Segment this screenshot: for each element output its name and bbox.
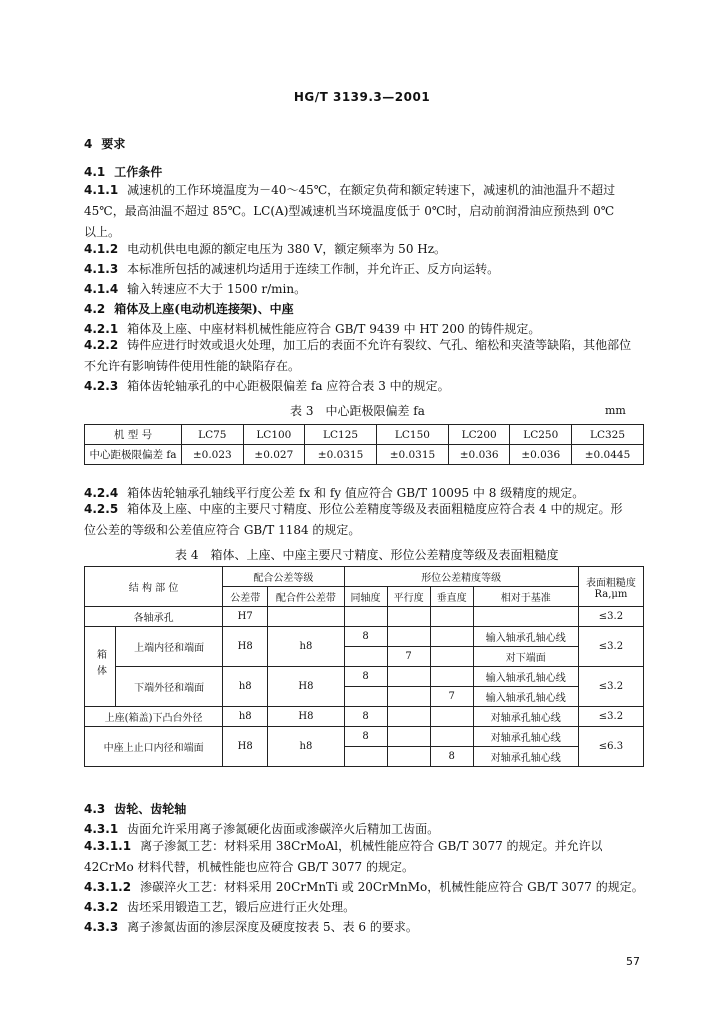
header-tol: 公差带 bbox=[223, 587, 268, 607]
table-cell: h8 bbox=[268, 727, 344, 767]
table-cell: 7 bbox=[430, 687, 473, 707]
table-cell: 输入轴承孔轴心线 bbox=[473, 627, 578, 647]
para-4-3-1-2: 4.3.1.2 渗碳淬火工艺：材料采用 20CrMnTi 或 20CrMnMo，机械性能应符合 GB/T 3077 的规定。 bbox=[84, 880, 644, 894]
box-label: 箱体 bbox=[85, 627, 116, 707]
table-4 bbox=[84, 566, 644, 767]
table-row bbox=[85, 707, 644, 727]
section-4: 4 要求 bbox=[84, 137, 126, 151]
table-row bbox=[85, 607, 644, 627]
table-cell: 上座(箱盖)下凸台外径 bbox=[85, 707, 223, 727]
table-cell bbox=[430, 607, 473, 627]
table-cell: 对轴承孔轴心线 bbox=[473, 727, 578, 747]
table-cell bbox=[430, 667, 473, 687]
table-cell: 输入轴承孔轴心线 bbox=[473, 667, 578, 687]
table-cell bbox=[344, 607, 387, 627]
table-cell bbox=[387, 607, 430, 627]
table-row bbox=[85, 627, 644, 647]
para-4-2-1: 4.2.1 箱体及上座、中座材料机械性能应符合 GB/T 9439 中 HT 200 的铸件规定。 bbox=[84, 322, 541, 336]
table-cell bbox=[268, 607, 344, 627]
table-cell bbox=[344, 687, 387, 707]
table-cell: 8 bbox=[430, 747, 473, 767]
para-4-2-3: 4.2.3 箱体齿轮轴承孔的中心距极限偏差 fa 应符合表 3 中的规定。 bbox=[84, 379, 450, 393]
table-cell: ±0.036 bbox=[448, 445, 510, 465]
table-cell: 对轴承孔轴心线 bbox=[473, 707, 578, 727]
table-cell: LC325 bbox=[572, 425, 644, 445]
para-4-3-1-1: 4.3.1.1 离子渗氮工艺：材料采用 38CrMoAl，机械性能应符合 GB/T 3077 的规定。并允许以 42CrMo 材料代替，机械性能也应符合 GB/T 3077 的规定。 bbox=[84, 839, 603, 874]
table-row bbox=[85, 425, 644, 445]
para-4-1-3: 4.1.3 本标准所包括的减速机均适用于连续工作制，并允许正、反方向运转。 bbox=[84, 262, 500, 276]
table-cell bbox=[387, 667, 430, 687]
header-par: 平行度 bbox=[387, 587, 430, 607]
table-cell: 对下端面 bbox=[473, 647, 578, 667]
table-cell: ±0.0315 bbox=[305, 445, 377, 465]
header-form: 形位公差精度等级 bbox=[344, 567, 578, 587]
table-cell: ≤3.2 bbox=[578, 627, 643, 667]
table-cell: h8 bbox=[268, 627, 344, 667]
table-cell: LC100 bbox=[243, 425, 305, 445]
table-header-row bbox=[85, 567, 644, 587]
table-cell: 下端外径和端面 bbox=[116, 667, 223, 707]
table-cell: LC125 bbox=[305, 425, 377, 445]
table-cell: 上端内径和端面 bbox=[116, 627, 223, 667]
table-cell: H8 bbox=[268, 667, 344, 707]
table-cell bbox=[344, 747, 387, 767]
para-4-3-2: 4.3.2 齿坯采用锻造工艺，锻后应进行正火处理。 bbox=[84, 900, 356, 914]
table-cell: LC200 bbox=[448, 425, 510, 445]
table-cell bbox=[387, 707, 430, 727]
table-cell: ≤6.3 bbox=[578, 727, 643, 767]
table-cell: ±0.023 bbox=[182, 445, 244, 465]
table-3 bbox=[84, 424, 644, 465]
table-cell: h8 bbox=[223, 707, 268, 727]
header-rough: 表面粗糙度 Ra,μm bbox=[578, 567, 643, 607]
section-4-2: 4.2 箱体及上座(电动机连接架)、中座 bbox=[84, 302, 294, 316]
table-cell: 8 bbox=[344, 707, 387, 727]
table-cell: ≤3.2 bbox=[578, 707, 643, 727]
table-cell bbox=[430, 727, 473, 747]
table-cell: ≤3.2 bbox=[578, 667, 643, 707]
table-cell: 中座上止口内径和端面 bbox=[85, 727, 223, 767]
table-cell: 各轴承孔 bbox=[85, 607, 223, 627]
table-cell bbox=[430, 707, 473, 727]
table-cell bbox=[344, 647, 387, 667]
table-cell: H8 bbox=[223, 627, 268, 667]
table-4-caption: 表 4 箱体、上座、中座主要尺寸精度、形位公差精度等级及表面粗糙度 bbox=[175, 548, 559, 562]
para-4-3-3: 4.3.3 离子渗氮齿面的渗层深度及硬度按表 5、表 6 的要求。 bbox=[84, 920, 418, 934]
header-part: 结 构 部 位 bbox=[85, 567, 223, 607]
section-4-3: 4.3 齿轮、齿轮轴 bbox=[84, 802, 187, 816]
table-cell: ±0.0445 bbox=[572, 445, 644, 465]
para-4-1-1: 4.1.1 减速机的工作环境温度为－40～45℃，在额定负荷和额定转速下，减速机的油池温升不超过 45℃，最高油温不超过 85℃。LC(A)型减速机当环境温度低于 0℃时，启动前润滑油应预热到 0℃ 以上。 bbox=[84, 183, 616, 239]
para-4-2-4: 4.2.4 箱体齿轮轴承孔轴线平行度公差 fx 和 fy 值应符合 GB/T 10095 中 8 级精度的规定。 bbox=[84, 486, 585, 500]
table-cell: LC150 bbox=[377, 425, 449, 445]
table-cell: h8 bbox=[223, 667, 268, 707]
para-4-2-5: 4.2.5 箱体及上座、中座的主要尺寸精度、形位公差精度等级及表面粗糙度应符合表 4 中的规定。形 位公差的等级和公差值应符合 GB/T 1184 的规定。 bbox=[84, 502, 623, 537]
table-cell: LC75 bbox=[182, 425, 244, 445]
table-cell: ±0.027 bbox=[243, 445, 305, 465]
standard-header: HG/T 3139.3—2001 bbox=[293, 90, 431, 104]
section-4-1: 4.1 工作条件 bbox=[84, 165, 163, 179]
table-cell: 8 bbox=[344, 727, 387, 747]
table-cell: H8 bbox=[268, 707, 344, 727]
table-cell: ≤3.2 bbox=[578, 607, 643, 627]
table-cell bbox=[387, 627, 430, 647]
para-4-1-4: 4.1.4 输入转速应不大于 1500 r/min。 bbox=[84, 282, 307, 296]
para-4-2-2: 4.2.2 铸件应进行时效或退火处理，加工后的表面不允许有裂纹、气孔、缩松和夹渣等缺陷，其他部位 不允许有影响铸件使用性能的缺陷存在。 bbox=[84, 338, 632, 373]
table-cell: ±0.0315 bbox=[377, 445, 449, 465]
table-cell: 7 bbox=[387, 647, 430, 667]
table-cell bbox=[387, 687, 430, 707]
para-4-3-1: 4.3.1 齿面允许采用离子渗氮硬化齿面或渗碳淬火后精加工齿面。 bbox=[84, 822, 440, 836]
table-cell bbox=[387, 747, 430, 767]
table-3-unit: mm bbox=[605, 404, 626, 417]
header-fit: 配合公差等级 bbox=[223, 567, 344, 587]
table-cell bbox=[473, 607, 578, 627]
table-cell bbox=[430, 647, 473, 667]
table-cell bbox=[387, 727, 430, 747]
table-cell: 8 bbox=[344, 667, 387, 687]
table-row bbox=[85, 445, 644, 465]
table-cell: LC250 bbox=[510, 425, 572, 445]
table-cell bbox=[430, 627, 473, 647]
table-cell: 中心距极限偏差 fa bbox=[85, 445, 182, 465]
table-cell: H8 bbox=[223, 727, 268, 767]
table-cell: 对轴承孔轴心线 bbox=[473, 747, 578, 767]
header-coax: 同轴度 bbox=[344, 587, 387, 607]
table-row bbox=[85, 727, 644, 747]
table-3-caption: 表 3 中心距极限偏差 fa bbox=[290, 404, 425, 418]
page-number: 57 bbox=[626, 955, 640, 968]
table-row bbox=[85, 667, 644, 687]
table-cell: H7 bbox=[223, 607, 268, 627]
para-4-1-2: 4.1.2 电动机供电电源的额定电压为 380 V，额定频率为 50 Hz。 bbox=[84, 242, 447, 256]
table-cell: ±0.036 bbox=[510, 445, 572, 465]
header-perp: 垂直度 bbox=[430, 587, 473, 607]
header-ref: 相对于基准 bbox=[473, 587, 578, 607]
table-cell: 输入轴承孔轴心线 bbox=[473, 687, 578, 707]
header-mate: 配合件公差带 bbox=[268, 587, 344, 607]
table-cell: 机 型 号 bbox=[85, 425, 182, 445]
table-cell: 8 bbox=[344, 627, 387, 647]
